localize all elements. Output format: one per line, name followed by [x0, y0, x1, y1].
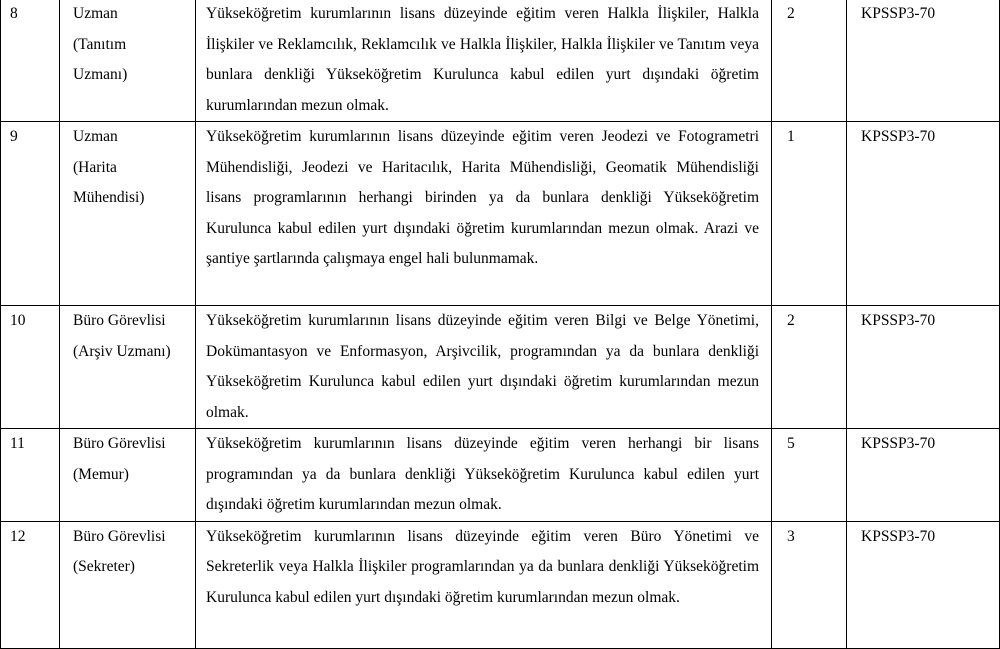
- position-title-line: Büro Görevlisi: [73, 312, 166, 329]
- qualification-text: Yükseköğretim kurumlarının lisans düzeyinde eğitim veren Bilgi ve Belge Yönetimi, Dokümantasyon ve Enformasyon, Arşivcilik, programından ya da bunlara denkliği Yükseköğretim Kurulunca kabul edilen yurt dışındaki öğretim kurumlarından mezun olmak.: [206, 312, 759, 421]
- qualification-text: Yükseköğretim kurumlarının lisans düzeyinde eğitim veren Halkla İlişkiler, Halkla İlişkiler ve Reklamcılık, Reklamcılık ve Halkla İlişkiler, Halkla İlişkiler ve Tanıtım veya bunlara denkliği Yükseköğretim Kurulunca kabul edilen yurt dışındaki öğretim kurumlarından mezun olmak.: [206, 5, 759, 114]
- table-row: [1, 429, 1000, 522]
- row-number: 11: [1, 429, 60, 522]
- kpss-code: KPSSP3-70: [847, 122, 1000, 306]
- position-count: 1: [772, 122, 847, 306]
- kpss-code: KPSSP3-70: [847, 429, 1000, 522]
- position-title-line: (Arşiv Uzmanı): [73, 342, 171, 360]
- qualification-text: Yükseköğretim kurumlarının lisans düzeyinde eğitim veren herhangi bir lisans programından ya da bunlara denkliği Yükseköğretim Kurulunca kabul edilen yurt dışındaki öğretim kurumlarından mezun olmak.: [206, 435, 759, 513]
- kpss-code: KPSSP3-70: [847, 306, 1000, 429]
- position-count: 2: [772, 306, 847, 429]
- position-title-line: (Harita: [73, 158, 117, 176]
- row-number: 8: [1, 0, 60, 122]
- qualification-text: Yükseköğretim kurumlarının lisans düzeyinde eğitim veren Büro Yönetimi ve Sekreterlik veya Halkla İlişkiler programlarından ya da bunlara denkliği Yükseköğretim Kurulunca kabul edilen yurt dışındaki öğretim kurumlarından mezun olmak.: [206, 527, 759, 606]
- position-count: 5: [772, 429, 847, 522]
- position-title: [60, 521, 196, 648]
- position-title-line: Büro Görevlisi: [73, 527, 166, 545]
- position-title-line: Uzmanı): [73, 66, 128, 83]
- row-number: 10: [1, 306, 60, 429]
- position-title-line: Mühendisi): [73, 189, 145, 206]
- kpss-code: KPSSP3-70: [847, 0, 1000, 122]
- position-title: [60, 122, 196, 306]
- qualification-description: [196, 122, 772, 306]
- kpss-code: KPSSP3-70: [847, 521, 1000, 648]
- position-title: [60, 306, 196, 429]
- qualification-text: Yükseköğretim kurumlarının lisans düzeyinde eğitim veren Jeodezi ve Fotogrametri Mühendisliği, Jeodezi ve Haritacılık, Harita Mühendisliği, Geomatik Mühendisliği lisans programlarının herhangi birinden ya da bunlara denkliği Yükseköğretim Kurulunca kabul edilen yurt dışındaki öğretim kurumlarından mezun olmak. Arazi ve şantiye şartlarında çalışmaya engel hali bulunmamak.: [206, 128, 759, 267]
- position-title: [60, 0, 196, 122]
- position-title-line: (Sekreter): [73, 558, 135, 575]
- table-row: [1, 0, 1000, 122]
- position-title: [60, 429, 196, 522]
- position-count: 2: [772, 0, 847, 122]
- qualification-description: [196, 306, 772, 429]
- qualification-description: [196, 521, 772, 648]
- position-title-line: (Tanıtım: [73, 35, 127, 53]
- position-title-line: (Memur): [73, 465, 129, 483]
- position-title-line: Büro Görevlisi: [73, 435, 166, 452]
- position-count: 3: [772, 521, 847, 648]
- table-row: [1, 122, 1000, 306]
- qualification-description: [196, 429, 772, 522]
- position-title-line: Uzman: [73, 5, 118, 22]
- qualification-description: [196, 0, 772, 122]
- table-row: [1, 306, 1000, 429]
- row-number: 9: [1, 122, 60, 306]
- row-number: 12: [1, 521, 60, 648]
- table-row: [1, 521, 1000, 648]
- position-title-line: Uzman: [73, 128, 118, 145]
